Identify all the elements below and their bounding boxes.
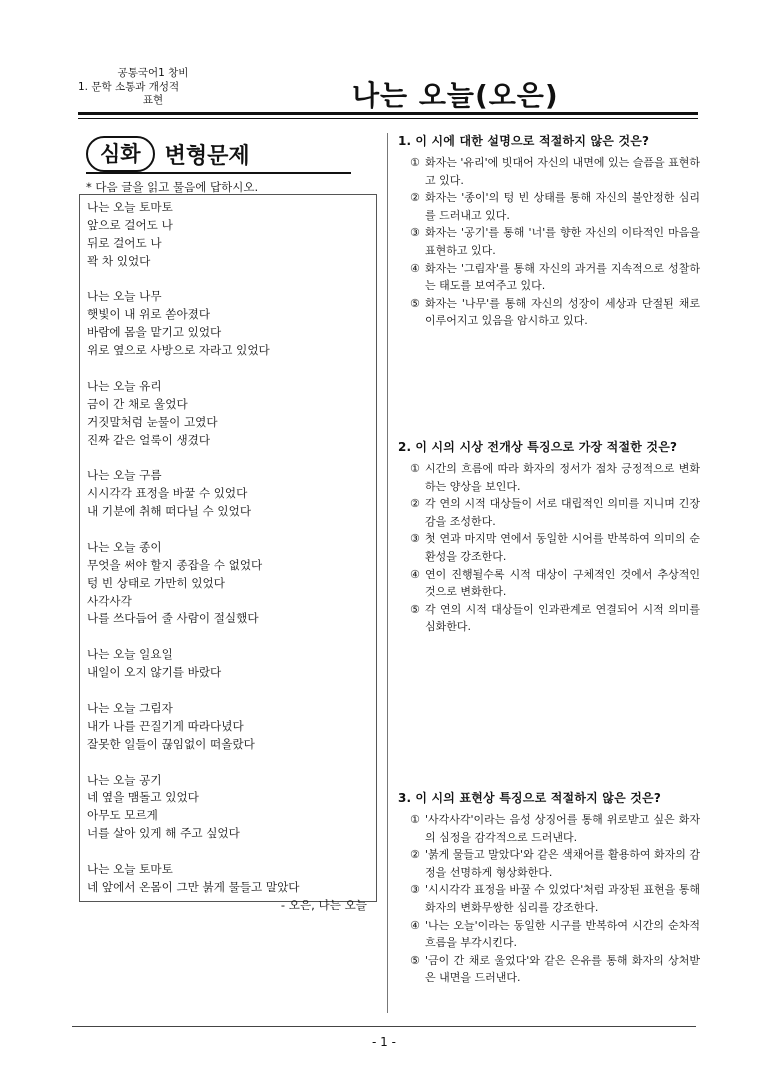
option-text: '금이 간 채로 울었다'와 같은 은유를 통해 화자의 상처받은 내면을 드러낸다. xyxy=(425,953,700,985)
option-text: 각 연의 시적 대상들이 서로 대립적인 의미를 지니며 긴장감을 조성한다. xyxy=(425,497,700,528)
answer-option[interactable] xyxy=(398,295,700,330)
page-title: 나는 오늘(오은) xyxy=(352,79,559,112)
question-number: 2. xyxy=(398,440,412,454)
poem-line: 네 앞에서 온몸이 그만 붉게 물들고 말았다 xyxy=(87,879,300,894)
poem-line: 아무도 모르게 xyxy=(87,808,158,823)
header-meta xyxy=(78,67,228,108)
instruction: * 다음 글을 읽고 물음에 답하시오. xyxy=(86,180,259,194)
column-divider xyxy=(387,133,388,1013)
poem-line: 금이 간 채로 울었다 xyxy=(87,396,188,411)
answer-option[interactable] xyxy=(398,530,700,565)
poem-line: 텅 빈 상태로 가만히 있었다 xyxy=(87,575,225,590)
option-text: '붉게 물들고 말았다'와 같은 색채어를 활용하여 화자의 감정을 선명하게 형상화한다. xyxy=(425,848,700,879)
poem-line: 나는 오늘 유리 xyxy=(87,378,162,393)
option-mark: ① xyxy=(410,462,420,475)
poem-source: - 오은, 나는 오늘 xyxy=(280,897,367,912)
answer-option[interactable] xyxy=(398,601,700,636)
poem-line: 꽉 차 있었다 xyxy=(87,253,151,268)
question-2 xyxy=(398,434,700,636)
header-meta-line: 1. 문학 소통과 개성적 xyxy=(78,80,180,93)
option-mark: ⑤ xyxy=(410,602,420,616)
answer-option[interactable] xyxy=(398,260,700,295)
poem-line: 무엇을 써야 할지 종잡을 수 없었다 xyxy=(87,557,263,572)
poem-line: 나는 오늘 토마토 xyxy=(87,861,173,876)
badge-level: 심화 xyxy=(86,136,155,172)
poem xyxy=(87,199,372,915)
header-meta-line: 공통국어1 창비 xyxy=(117,67,189,79)
answer-option[interactable] xyxy=(398,189,700,224)
option-text: 연이 진행될수록 시적 대상이 구체적인 것에서 추상적인 것으로 변화한다. xyxy=(425,567,700,599)
stanza-gap xyxy=(87,843,372,861)
option-mark: ③ xyxy=(410,226,420,240)
option-mark: ② xyxy=(410,497,420,511)
poem-line: 사각사각 xyxy=(87,593,132,608)
answer-option[interactable] xyxy=(398,154,700,189)
stanza-gap xyxy=(87,271,372,289)
answer-option[interactable] xyxy=(398,495,700,530)
poem-line: 나는 오늘 그림자 xyxy=(87,700,173,715)
question-number: 1. xyxy=(398,134,412,148)
option-text: 화자는 '그림자'를 통해 자신의 과거를 지속적으로 성찰하는 태도를 보여주고 있다. xyxy=(425,261,700,293)
option-mark: ④ xyxy=(410,567,420,581)
poem-line: 진짜 같은 얼룩이 생겼다 xyxy=(87,432,211,447)
poem-line: 나는 오늘 종이 xyxy=(87,539,162,554)
option-text: 화자는 '유리'에 빗대어 자신의 내면에 있는 슬픔을 표현하고 있다. xyxy=(425,156,700,187)
poem-line: 햇빛이 내 위로 쏟아졌다 xyxy=(87,307,211,322)
option-text: 화자는 '공기'를 통해 '너'를 향한 자신의 이타적인 마음을 표현하고 있다. xyxy=(425,226,700,257)
option-mark: ⑤ xyxy=(410,953,420,967)
poem-line: 내일이 오지 않기를 바랐다 xyxy=(87,665,222,680)
stanza-gap xyxy=(87,628,372,646)
option-mark: ④ xyxy=(410,261,420,275)
section-subtitle: 변형문제 xyxy=(164,143,250,169)
poem-line: 나는 오늘 일요일 xyxy=(87,647,173,662)
option-text: 각 연의 시적 대상들이 인과관계로 연결되어 시적 의미를 심화한다. xyxy=(425,602,700,634)
option-mark: ④ xyxy=(410,918,420,932)
stanza-gap xyxy=(87,754,372,772)
poem-line: 거짓말처럼 눈물이 고였다 xyxy=(87,414,218,429)
question-text: 이 시의 시상 전개상 특징으로 가장 적절한 것은? xyxy=(415,440,678,454)
option-text: '사각사각'이라는 음성 상징어를 통해 위로받고 싶은 화자의 심정을 감각적으로 드러낸다. xyxy=(425,813,700,844)
option-text: 화자는 '나무'를 통해 자신의 성장이 세상과 단절된 채로 이루어지고 있음을 암시하고 있다. xyxy=(425,296,700,328)
badge-underline xyxy=(86,172,351,174)
header-meta-line: 표현 xyxy=(142,94,164,106)
question-title xyxy=(398,128,700,154)
poem-line: 바람에 몸을 맡기고 있었다 xyxy=(87,325,222,340)
page-number: - 1 - xyxy=(372,1035,396,1049)
answer-option[interactable] xyxy=(398,811,700,846)
question-title xyxy=(398,785,700,811)
option-text: '시시각각 표정을 바꿀 수 있었다'처럼 과장된 표현을 통해 화자의 변화무쌍한 심리를 강조한다. xyxy=(425,883,700,914)
answer-option[interactable] xyxy=(398,881,700,916)
question-title xyxy=(398,434,700,460)
poem-line: 위로 옆으로 사방으로 자라고 있었다 xyxy=(87,343,270,358)
poem-line: 나를 쓰다듬어 줄 사람이 절실했다 xyxy=(87,611,259,626)
poem-line: 앞으로 걸어도 나 xyxy=(87,217,173,232)
answer-option[interactable] xyxy=(398,224,700,259)
option-text: '나는 오늘'이라는 동일한 시구를 반복하여 시간의 순차적 흐름을 부각시킨다. xyxy=(425,918,700,950)
option-text: 화자는 '종이'의 텅 빈 상태를 통해 자신의 불안정한 심리를 드러내고 있다. xyxy=(425,191,700,222)
poem-line: 시시각각 표정을 바꿀 수 있었다 xyxy=(87,486,248,501)
option-text: 시간의 흐름에 따라 화자의 정서가 점차 긍정적으로 변화하는 양상을 보인다. xyxy=(425,462,700,493)
header-rule xyxy=(78,112,698,115)
answer-option[interactable] xyxy=(398,846,700,881)
option-mark: ② xyxy=(410,191,420,205)
option-mark: ⑤ xyxy=(410,296,420,310)
poem-line: 너를 살아 있게 해 주고 싶었다 xyxy=(87,826,240,841)
poem-line: 나는 오늘 나무 xyxy=(87,289,162,304)
footer-rule xyxy=(72,1026,696,1027)
header-rule-thin xyxy=(78,118,698,119)
poem-line: 내 기분에 취해 떠다닐 수 있었다 xyxy=(87,504,252,519)
question-number: 3. xyxy=(398,791,412,805)
poem-line: 뒤로 걸어도 나 xyxy=(87,235,162,250)
section-badge xyxy=(86,136,250,172)
question-text: 이 시의 표현상 특징으로 적절하지 않은 것은? xyxy=(415,791,661,805)
stanza-gap xyxy=(87,682,372,700)
stanza-gap xyxy=(87,521,372,539)
question-text: 이 시에 대한 설명으로 적절하지 않은 것은? xyxy=(415,134,650,148)
poem-line: 잘못한 일들이 끊임없이 떠올랐다 xyxy=(87,736,255,751)
option-mark: ① xyxy=(410,813,420,826)
question-1 xyxy=(398,128,700,330)
option-mark: ② xyxy=(410,848,420,862)
option-text: 첫 연과 마지막 연에서 동일한 시어를 반복하여 의미의 순환성을 강조한다. xyxy=(425,532,700,563)
answer-option[interactable] xyxy=(398,952,700,987)
stanza-gap xyxy=(87,360,372,378)
poem-line: 네 옆을 맴돌고 있었다 xyxy=(87,790,199,805)
stanza-gap xyxy=(87,449,372,467)
question-3 xyxy=(398,785,700,987)
option-mark: ③ xyxy=(410,532,420,546)
poem-line: 나는 오늘 공기 xyxy=(87,772,162,787)
answer-option[interactable] xyxy=(398,566,700,601)
poem-line: 나는 오늘 구름 xyxy=(87,468,162,483)
poem-line: 내가 나를 끈질기게 따라다녔다 xyxy=(87,718,244,733)
answer-option[interactable] xyxy=(398,460,700,495)
option-mark: ③ xyxy=(410,883,420,897)
poem-line: 나는 오늘 토마토 xyxy=(87,200,173,214)
option-mark: ① xyxy=(410,156,420,169)
answer-option[interactable] xyxy=(398,917,700,952)
